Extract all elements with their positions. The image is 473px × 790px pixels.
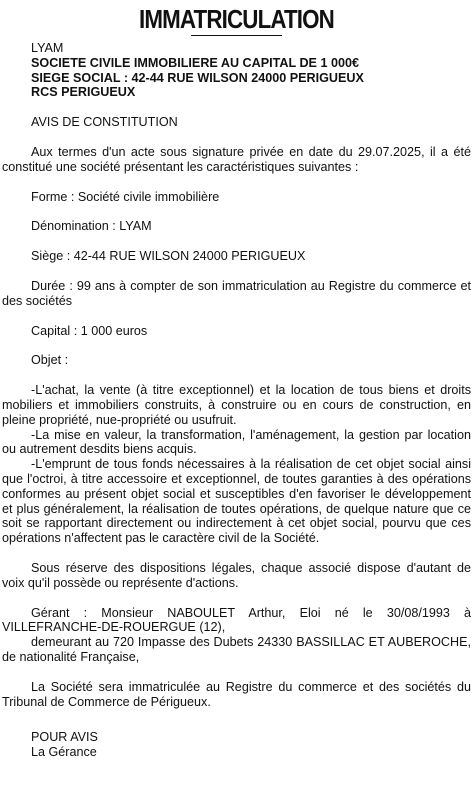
denomination-line: Dénomination : LYAM [31, 219, 152, 234]
siege-line: Siège : 42-44 RUE WILSON 24000 PERIGUEUX [31, 249, 306, 264]
pour-avis: POUR AVIS [31, 730, 98, 745]
capital-line: Capital : 1 000 euros [31, 323, 148, 338]
gerant-address: demeurant au 720 Impasse des Dubets 24330 BASSILLAC ET AUBEROCHE, de nationalité Française, [2, 635, 471, 664]
gerant-line: Gérant : Monsieur NABOULET Arthur, Eloi né le 30/08/1993 à VILLEFRANCHE-DE-ROUERGUE (12), [2, 605, 471, 635]
objet-label: Objet : [31, 353, 69, 368]
forme-line: Forme : Société civile immobilière [31, 189, 220, 204]
immatriculation-paragraph: La Société sera immatriculée au Registre du commerce et des sociétés du Tribunal de Commerce de Périgueux. [2, 679, 471, 709]
company-name: LYAM [31, 41, 64, 55]
objet-item: -L'emprunt de tous fonds nécessaires à la réalisation de cet objet social ainsi que l'octroi, à titre accessoire et exceptionnel, de toutes garanties à des opérations conformes au présent objet social et susceptibles d'en favoriser le développement et plus généralement, la réalisation de toutes opérations, de quelque nature que ce soit se rapportant directement ou indirectement à cet objet social, pourvu que ces opérations n'affectent pas le caractère civil de la Société. [2, 457, 471, 546]
company-capital: SOCIETE CIVILE IMMOBILIERE AU CAPITAL DE 1 000€ [31, 55, 359, 70]
signatory: La Gérance [31, 745, 97, 760]
notice-title: IMMATRICULATION [139, 4, 334, 34]
notice-body [2, 41, 471, 760]
duree-paragraph: Durée : 99 ans à compter de son immatriculation au Registre du commerce et des sociétés [2, 278, 471, 308]
company-seat: SIEGE SOCIAL : 42-44 RUE WILSON 24000 PERIGUEUX [31, 70, 364, 85]
reserve-paragraph: Sous réserve des dispositions légales, chaque associé dispose d'autant de voix qu'il possède ou représente d'actions. [2, 560, 471, 590]
company-rcs: RCS PERIGUEUX [31, 85, 136, 100]
objet-item: -L'achat, la vente (à titre exceptionnel) et la location de tous biens et droits mobiliers et immobiliers construits, à construire ou en cours de construction, en pleine propriété, nue-propriété ou usufruit. [2, 383, 471, 427]
title-underline [191, 35, 282, 36]
objet-item: -La mise en valeur, la transformation, l'aménagement, la gestion par location ou autrement desdits biens acquis. [2, 427, 471, 457]
notice-type: AVIS DE CONSTITUTION [31, 115, 178, 130]
intro-paragraph: Aux termes d'un acte sous signature privée en date du 29.07.2025, il a été constitué une société présentant les caractéristiques suivantes : [2, 144, 471, 174]
